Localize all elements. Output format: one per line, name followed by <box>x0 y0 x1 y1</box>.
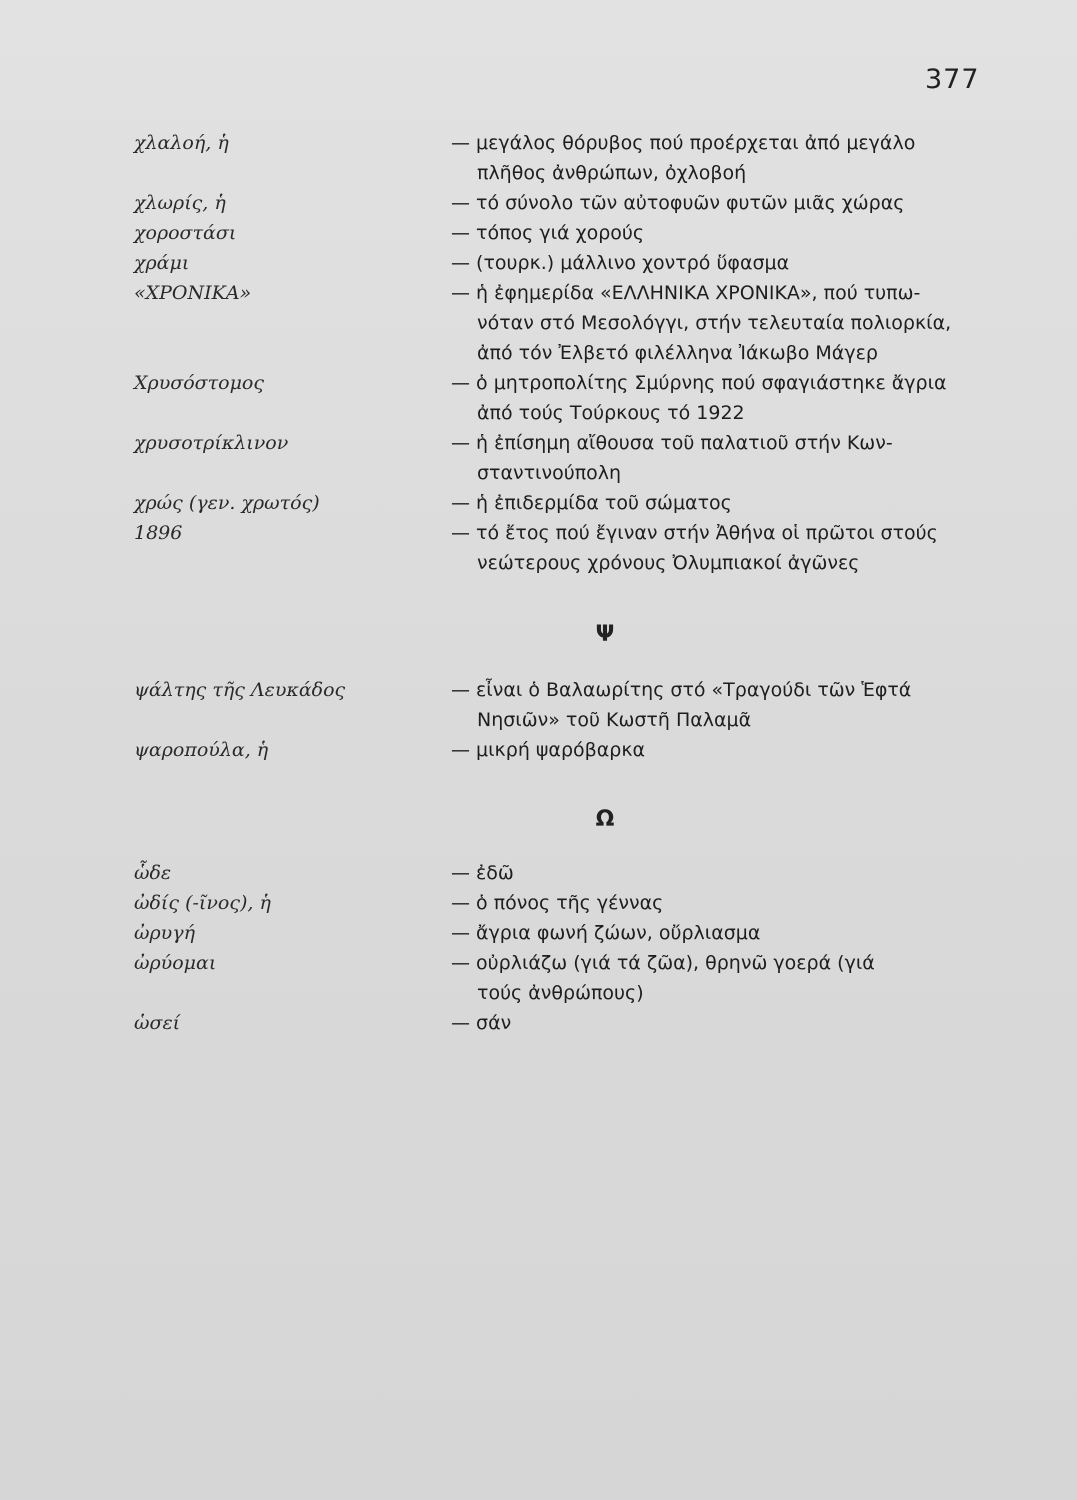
glossary-entry <box>134 948 984 1008</box>
definition-line: — ἡ ἐπίσημη αἴθουσα τοῦ παλατιοῦ στήν Κων- <box>451 432 893 454</box>
glossary-entry <box>134 918 984 948</box>
entry-term: «ΧΡΟΝΙΚΑ» <box>134 282 252 304</box>
definition-line: — εἶναι ὁ Βαλαωρίτης στό «Τραγούδι τῶν Ἑφτά <box>451 679 912 701</box>
entry-definition <box>451 488 984 518</box>
glossary-entry <box>134 188 984 218</box>
definition-line: — ὁ μητροπολίτης Σμύρνης πού σφαγιάστηκε ἄγρια <box>451 372 947 394</box>
definition-line: — οὐρλιάζω (γιά τά ζῶα), θρηνῶ γοερά (γιά <box>451 952 875 974</box>
definition-line: — ἐδῶ <box>451 862 514 884</box>
entry-definition <box>451 858 984 888</box>
entry-definition <box>451 278 984 368</box>
entry-definition <box>451 428 984 488</box>
entry-term: ψάλτης τῆς Λευκάδος <box>134 679 346 701</box>
entry-definition <box>451 735 984 765</box>
entry-definition <box>451 918 984 948</box>
definition-line: — ἡ ἐφημερίδα «ΕΛΛΗΝΙΚΑ ΧΡΟΝΙΚΑ», πού τυπω- <box>451 282 921 304</box>
glossary-entry <box>134 128 984 188</box>
definition-line: — ἄγρια φωνή ζώων, οὔρλιασμα <box>451 922 761 944</box>
glossary-entry <box>134 278 984 368</box>
glossary <box>134 128 984 1038</box>
glossary-entry <box>134 518 984 578</box>
definition-line: — μεγάλος θόρυβος πού προέρχεται ἀπό μεγάλο <box>451 132 916 154</box>
glossary-group-chi <box>134 128 984 578</box>
definition-line: τούς ἀνθρώπους) <box>477 982 644 1004</box>
entry-term: Χρυσόστομος <box>134 372 265 394</box>
glossary-entry <box>134 675 984 735</box>
entry-term: ὡσεί <box>134 1012 181 1034</box>
entry-definition <box>451 675 984 735</box>
entry-definition <box>451 888 984 918</box>
glossary-entry <box>134 488 984 518</box>
glossary-entry <box>134 428 984 488</box>
definition-line: — ἡ ἐπιδερμίδα τοῦ σώματος <box>451 492 732 514</box>
glossary-entry <box>134 218 984 248</box>
entry-term: χράμι <box>134 252 190 274</box>
entry-term: χρώς (γεν. χρωτός) <box>134 492 320 514</box>
definition-line: — τόπος γιά χορούς <box>451 222 645 244</box>
page-number: 377 <box>925 64 980 95</box>
glossary-group-psi <box>134 675 984 765</box>
entry-definition <box>451 188 984 218</box>
entry-term: ψαροπούλα, ἡ <box>134 739 269 761</box>
definition-line: — ὁ πόνος τῆς γέννας <box>451 892 664 914</box>
entry-definition <box>451 218 984 248</box>
entry-definition <box>451 368 984 428</box>
definition-line: ἀπό τούς Τούρκους τό 1922 <box>477 402 745 424</box>
definition-line: νεώτερους χρόνους Ὀλυμπιακοί ἀγῶνες <box>477 552 860 574</box>
section-letter-omega: Ω <box>595 807 615 832</box>
definition-line: σταντινούπολη <box>477 462 622 484</box>
definition-line: Νησιῶν» τοῦ Κωστῆ Παλαμᾶ <box>477 709 752 731</box>
definition-line: — τό ἔτος πού ἔγιναν στήν Ἀθήνα οἱ πρῶτοι στούς <box>451 522 938 544</box>
entry-term: χρυσοτρίκλινον <box>134 432 289 454</box>
entry-term: 1896 <box>134 522 183 544</box>
entry-definition <box>451 128 984 188</box>
definition-line: νόταν στό Μεσολόγγι, στήν τελευταία πολιορκία, <box>477 312 952 334</box>
glossary-group-omega <box>134 858 984 1038</box>
entry-term: χλαλοή, ἡ <box>134 132 229 154</box>
entry-term: χοροστάσι <box>134 222 237 244</box>
entry-term: ὧδε <box>134 862 172 884</box>
glossary-entry <box>134 888 984 918</box>
entry-definition <box>451 518 984 578</box>
entry-term: χλωρίς, ἡ <box>134 192 226 214</box>
definition-line: — μικρή ψαρόβαρκα <box>451 739 646 761</box>
entry-definition <box>451 1008 984 1038</box>
entry-term: ὠρύομαι <box>134 952 217 974</box>
glossary-entry <box>134 368 984 428</box>
glossary-entry <box>134 858 984 888</box>
definition-line: πλῆθος ἀνθρώπων, ὀχλοβοή <box>477 162 747 184</box>
definition-line: — (τουρκ.) μάλλινο χοντρό ὕφασμα <box>451 252 790 274</box>
section-letter-psi: Ψ <box>595 622 615 647</box>
definition-line: — τό σύνολο τῶν αὐτοφυῶν φυτῶν μιᾶς χώρας <box>451 192 905 214</box>
glossary-entry <box>134 1008 984 1038</box>
glossary-entry <box>134 735 984 765</box>
glossary-entry <box>134 248 984 278</box>
definition-line: — σάν <box>451 1012 512 1034</box>
entry-term: ὠδίς (-ῖνος), ἡ <box>134 892 271 914</box>
entry-term: ὠρυγή <box>134 922 195 944</box>
entry-definition <box>451 948 984 1008</box>
entry-definition <box>451 248 984 278</box>
definition-line: ἀπό τόν Ἐλβετό φιλέλληνα Ἰάκωβο Μάγερ <box>477 342 878 364</box>
